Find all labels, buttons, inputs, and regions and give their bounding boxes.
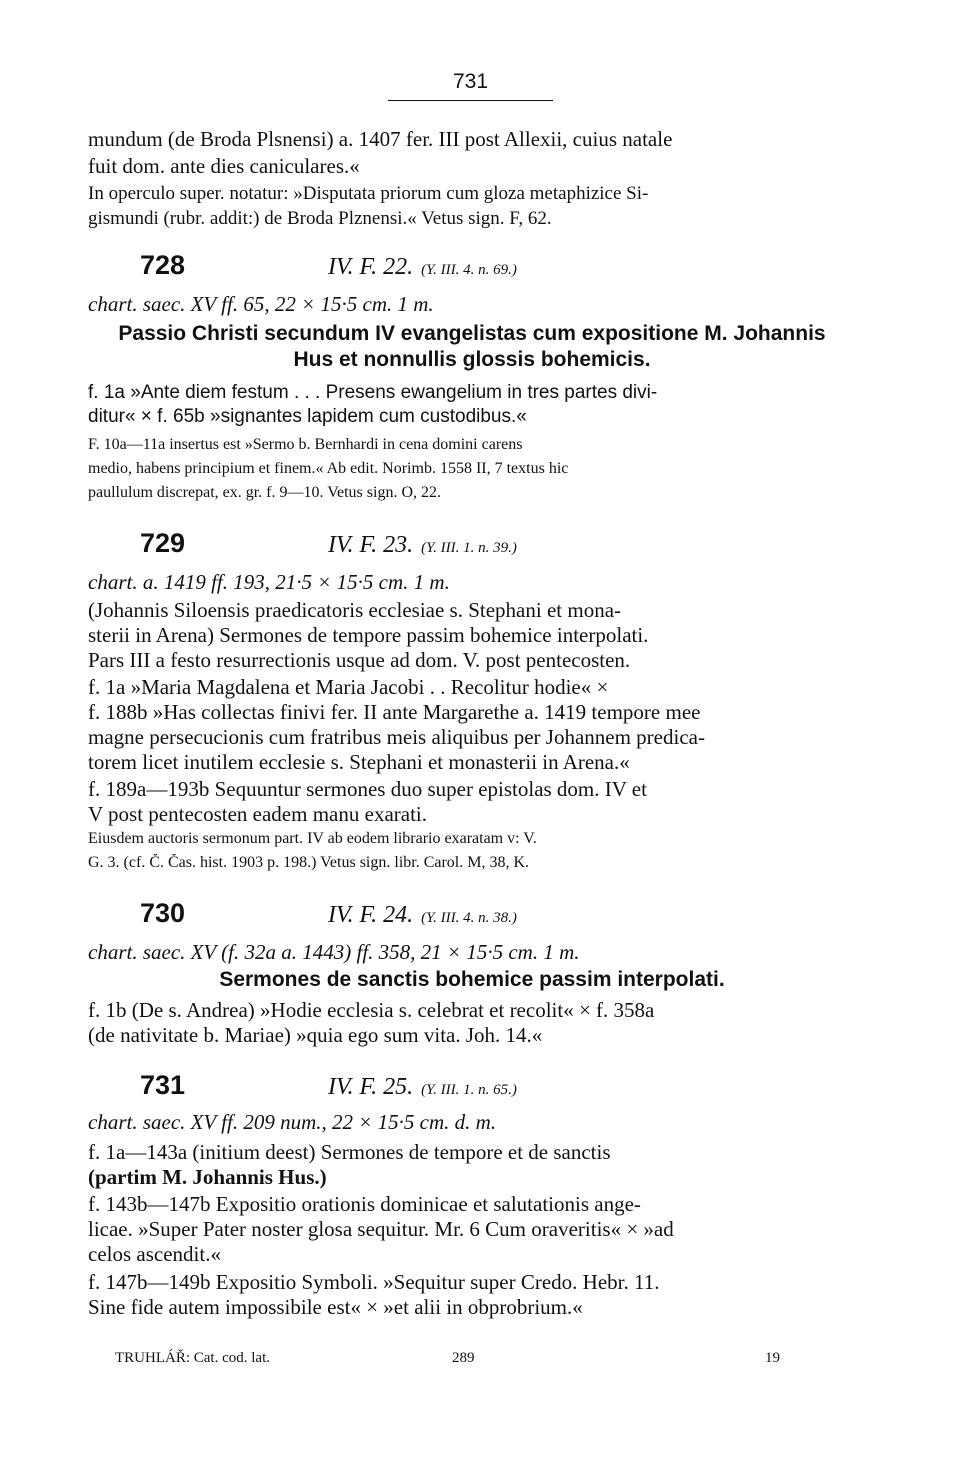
text-line: V post pentecosten eadem manu exarati. — [88, 802, 427, 826]
old-reference: (Y. III. 1. n. 65.) — [421, 1082, 517, 1098]
shelf-mark: IV. F. 23. — [328, 532, 414, 558]
text-line: sterii in Arena) Sermones de tempore passim bohemice interpolati. — [88, 623, 649, 647]
text-line: (partim M. Johannis Hus.) — [88, 1165, 327, 1189]
old-reference: (Y. III. 4. n. 69.) — [421, 262, 517, 278]
text-line: f. 188b »Has collectas finivi fer. II ante Margarethe a. 1419 tempore mee — [88, 700, 701, 724]
text-line: f. 1a »Ante diem festum . . . Presens ewangelium in tres partes divi- — [88, 382, 658, 403]
shelf-mark: IV. F. 25. — [328, 1074, 414, 1100]
entry-title: Sermones de sanctis bohemice passim interpolati. — [219, 968, 725, 991]
text-line: f. 1a »Maria Magdalena et Maria Jacobi . . Recolitur hodie« × — [88, 675, 609, 699]
entry-number: 729 — [140, 528, 186, 558]
text-line: f. 143b—147b Expositio orationis dominicae et salutationis ange- — [88, 1192, 641, 1216]
entry-number: 728 — [140, 250, 186, 280]
old-reference: (Y. III. 4. n. 38.) — [421, 910, 517, 926]
text-line: mundum (de Broda Plsnensi) a. 1407 fer. III post Allexii, cuius natale — [88, 127, 673, 151]
old-reference: (Y. III. 1. n. 39.) — [421, 540, 517, 556]
entry-title: Hus et nonnullis glossis bohemicis. — [293, 348, 651, 371]
text-line: Pars III a festo resurrectionis usque ad dom. V. post pentecosten. — [88, 648, 631, 672]
text-line: paullulum discrepat, ex. gr. f. 9—10. Vetus sign. O, 22. — [88, 484, 441, 501]
footer-catalog: TRUHLÁŘ: Cat. cod. lat. — [115, 1350, 270, 1366]
entry-description: chart. saec. XV ff. 65, 22 × 15·5 cm. 1 m. — [88, 292, 434, 316]
entry-number: 730 — [140, 898, 186, 928]
page-number: 731 — [388, 70, 553, 101]
text-line: f. 147b—149b Expositio Symboli. »Sequitur super Credo. Hebr. 11. — [88, 1270, 660, 1294]
entry-header-728 — [140, 250, 517, 281]
text-line: licae. »Super Pater noster glosa sequitur. Mr. 6 Cum oraveritis« × »ad — [88, 1217, 674, 1241]
text-line: gismundi (rubr. addit:) de Broda Plznensi.« Vetus sign. F, 62. — [88, 208, 552, 229]
text-line: torem licet inutilem ecclesie s. Stephani et monasterii in Arena.« — [88, 750, 630, 774]
entry-description: chart. saec. XV ff. 209 num., 22 × 15·5 cm. d. m. — [88, 1110, 497, 1134]
text-line: celos ascendit.« — [88, 1242, 221, 1266]
text-line: F. 10a—11a insertus est »Sermo b. Bernhardi in cena domini carens — [88, 436, 523, 453]
entry-header-729 — [140, 528, 517, 559]
entry-description: chart. saec. XV (f. 32a a. 1443) ff. 358, 21 × 15·5 cm. 1 m. — [88, 940, 580, 964]
entry-number: 731 — [140, 1070, 186, 1100]
text-line: (Johannis Siloensis praedicatoris ecclesiae s. Stephani et mona- — [88, 598, 622, 622]
text-line: Sine fide autem impossibile est« × »et alii in obprobrium.« — [88, 1295, 583, 1319]
shelf-mark: IV. F. 24. — [328, 902, 414, 928]
entry-header-731 — [140, 1070, 517, 1101]
entry-header-730 — [140, 898, 517, 929]
text-line: fuit dom. ante dies caniculares.« — [88, 154, 360, 178]
footer-signature: 289 — [452, 1350, 475, 1366]
text-line: f. 189a—193b Sequuntur sermones duo super epistolas dom. IV et — [88, 777, 647, 801]
text-line: G. 3. (cf. Č. Čas. hist. 1903 p. 198.) Vetus sign. libr. Carol. M, 38, K. — [88, 854, 530, 871]
text-line: f. 1a—143a (initium deest) Sermones de tempore et de sanctis — [88, 1140, 611, 1164]
text-line: f. 1b (De s. Andrea) »Hodie ecclesia s. celebrat et recolit« × f. 358a — [88, 998, 655, 1022]
text-line: (de nativitate b. Mariae) »quia ego sum vita. Joh. 14.« — [88, 1023, 543, 1047]
shelf-mark: IV. F. 22. — [328, 254, 414, 280]
text-line: ditur« × f. 65b »signantes lapidem cum custodibus.« — [88, 406, 527, 427]
footer-sheet: 19 — [765, 1350, 780, 1366]
text-line: Eiusdem auctoris sermonum part. IV ab eodem librario exaratam v: V. — [88, 830, 537, 847]
text-line: magne persecucionis cum fratribus meis aliquibus per Johannem predica- — [88, 725, 705, 749]
text-line: In operculo super. notatur: »Disputata priorum cum gloza metaphizice Si- — [88, 183, 649, 204]
entry-title: Passio Christi secundum IV evangelistas cum expositione M. Johannis — [118, 322, 826, 345]
text-line: medio, habens principium et finem.« Ab edit. Norimb. 1558 II, 7 textus hic — [88, 460, 569, 477]
entry-description: chart. a. 1419 ff. 193, 21·5 × 15·5 cm. 1 m. — [88, 570, 450, 594]
